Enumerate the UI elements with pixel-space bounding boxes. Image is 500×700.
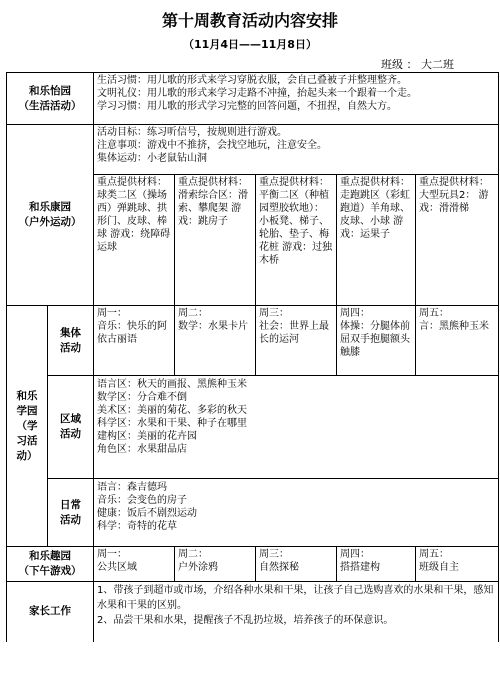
outdoor-day-4: 重点提供材料：走跑跳区（彩虹跑道）羊角球、皮球、小球 游戏：运果子: [337, 175, 416, 306]
outdoor-day-2: 重点提供材料：滑索综合区：滑索、攀爬架 游戏：跳房子: [175, 175, 256, 306]
area-construction: 建构区：美丽的花卉园: [97, 431, 197, 442]
date-range: （11月4日——11月8日）: [183, 38, 317, 51]
daily-activity-label: 日常 活动: [48, 479, 94, 547]
daily-health: 健康：饭后不剧烈运动: [97, 508, 197, 519]
games-day-3: 周三： 自然探秘: [256, 547, 337, 582]
area-activity-row: [7, 376, 499, 479]
daily-science: 科学：奇特的花草: [97, 521, 177, 532]
area-math: 数学区：分合难不倒: [97, 392, 187, 403]
games-row: [7, 547, 499, 582]
parents-label: 家长工作: [7, 582, 94, 642]
outdoor-day-3: 重点提供材料：平衡二区（种植园塑胶软地）：小板凳、梯子、轮胎、垫子、梅花桩 游戏：过独木桥: [256, 175, 337, 306]
area-roleplay: 角色区：水果甜品店: [97, 444, 187, 455]
outdoor-goal: 活动目标：练习听信号，按规则进行游戏。: [97, 127, 287, 138]
group-activity-row: [7, 306, 499, 376]
group-day-1: 周一： 音乐：快乐的阿依古丽语: [94, 306, 175, 376]
outdoor-day-1: 重点提供材料：球类二区（操场西）弹跳球、拱形门、皮球、棒球 游戏：绕障碍运球: [94, 175, 175, 306]
life-habit: 生活习惯：用儿歌的形式来学习穿脱衣服，会自己叠被子并整理整齐。: [97, 75, 407, 86]
life-study-habit: 学习习惯：用儿歌的形式学习完整的回答问题，不扭捏，自然大方。: [97, 101, 397, 112]
games-label: 和乐趣园 （下午游戏）: [7, 547, 94, 582]
group-day-2: 周二： 数学：水果卡片: [175, 306, 256, 376]
daily-music: 音乐：会变色的房子: [97, 495, 187, 506]
games-day-2: 周二： 户外涂鸦: [175, 547, 256, 582]
area-art: 美术区：美丽的菊花、多彩的秋天: [97, 405, 247, 416]
outdoor-general: [94, 125, 499, 175]
page-title: 第十周教育活动内容安排: [161, 11, 338, 30]
area-science: 科学区：水果和干果、种子在哪里: [97, 418, 247, 429]
games-day-5: 周五： 班级自主: [416, 547, 499, 582]
games-day-1: 周一： 公共区域: [94, 547, 175, 582]
area-language: 语言区：秋天的画报、黑熊种玉米: [97, 379, 247, 390]
outdoor-game: 集体运动：小老鼠钻山洞: [97, 153, 207, 164]
area-activity-label: 区域 活动: [48, 376, 94, 479]
learning-label: 和乐 学园 （学 习活 动）: [7, 306, 48, 547]
group-day-4: 周四： 体操：分腿体前屈双手抱腿额头触膝: [337, 306, 416, 376]
class-label: 班级 ： 大二班: [381, 58, 454, 71]
daily-activity-row: [7, 479, 499, 547]
outdoor-label: 和乐康园 （户外运动）: [7, 125, 94, 306]
outdoor-row: [7, 125, 499, 175]
life-label: 和乐怡园 （生活活动）: [7, 73, 94, 125]
area-activity-content: [94, 376, 499, 479]
life-etiquette: 文明礼仪：用儿歌的形式来学习走路不冲撞，抬起头来一个跟着一个走。: [97, 88, 417, 99]
parents-item-1: 1、带孩子到超市或市场，介绍各种水果和干果，让孩子自己选购喜欢的水果和干果，感知水果和干果的区别。: [97, 585, 494, 611]
group-day-5: 周五： 言：黑熊种玉米: [416, 306, 499, 376]
games-day-4: 周四： 搭搭建构: [337, 547, 416, 582]
group-activity-label: 集体 活动: [48, 306, 94, 376]
daily-language: 语言：森吉德玛: [97, 482, 167, 493]
life-row: [7, 73, 499, 125]
schedule-table: [6, 72, 499, 642]
outdoor-day-5: 重点提供材料：大型玩具2： 游戏：滑滑梯: [416, 175, 499, 306]
parents-item-2: 2、品尝干果和水果，提醒孩子不乱扔垃圾，培养孩子的环保意识。: [97, 615, 394, 626]
daily-activity-content: [94, 479, 499, 547]
group-day-3: 周三： 社会：世界上最长的运河: [256, 306, 337, 376]
outdoor-notes: 注意事项：游戏中不推挤，会找空地玩，注意安全。: [97, 140, 327, 151]
parents-content: [94, 582, 499, 642]
parents-row: [7, 582, 499, 642]
life-content: [94, 73, 499, 125]
